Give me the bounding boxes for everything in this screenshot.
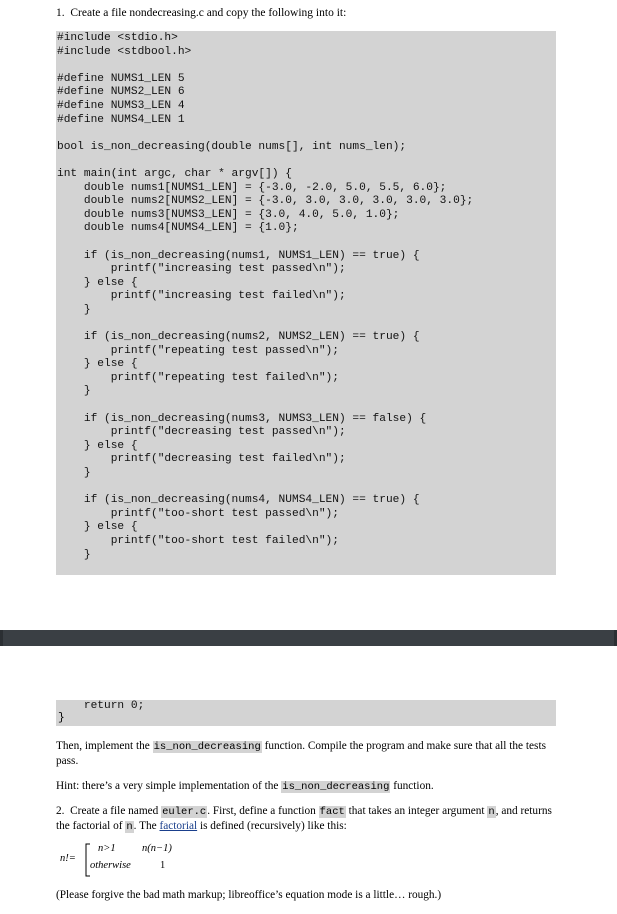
- factorial-equation: [60, 843, 260, 883]
- inline-code-function: is_non_decreasing: [153, 741, 261, 753]
- step-2-instruction: 2. Create a file named euler.c. First, define a function fact that takes an integer argument n, and returns the factorial of n. The factorial is defined (recursively) like this:: [56, 805, 552, 833]
- inline-code-function-name: fact: [319, 806, 345, 818]
- code-listing-part-1: #include <stdio.h> #include <stdbool.h> #define NUMS1_LEN 5 #define NUMS2_LEN 6 #define NUMS3_LEN 4 #define NUMS4_LEN 1 bool is_non_decreasing(double nums[], int nums_len); int main(int argc, char * argv[]) { double nums1[NUMS1_LEN] = {-3.0, -2.0, 5.0, 5.5, 6.0}; double nums2[NUMS2_LEN] = {-3.0, 3.0, 3.0, 3.0, 3.0, 3.0}; double nums3[NUMS3_LEN] = {3.0, 4.0, 5.0, 1.0}; double nums4[NUMS4_LEN] = {1.0}; if (is_non_decreasing(nums1, NUMS1_LEN) == true) { printf("increasing test passed\n"); } else { printf("increasing test failed\n"); } if (is_non_decreasing(nums2, NUMS2_LEN) == true) { printf("repeating test passed\n"); } else { printf("repeating test failed\n"); } if (is_non_decreasing(nums3, NUMS3_LEN) == false) { printf("decreasing test passed\n"); } else { printf("decreasing test failed\n"); } if (is_non_decreasing(nums4, NUMS4_LEN) == true) { printf("too-short test passed\n"); } else { printf("too-short test failed\n"); }: [57, 32, 474, 561]
- step-2-number: 2.: [56, 805, 65, 817]
- inline-code-arg: n: [488, 806, 495, 818]
- case-2-value: 1: [160, 860, 166, 871]
- step-1-number: 1.: [56, 7, 65, 19]
- step-1-text: Create a file nondecreasing.c and copy the following into it:: [70, 7, 347, 19]
- case-2-condition: otherwise: [90, 860, 131, 871]
- factorial-link[interactable]: factorial: [159, 819, 198, 832]
- paragraph-implement: Then, implement the is_non_decreasing function. Compile the program and make sure that all the tests pass.: [56, 740, 546, 767]
- inline-code-function: is_non_decreasing: [282, 781, 390, 793]
- case-1-value: n(n−1): [142, 843, 172, 854]
- page-separator: [0, 630, 617, 646]
- code-closing-brace: }: [58, 712, 65, 724]
- step-1-instruction: [56, 6, 346, 20]
- inline-code-arg: n: [126, 820, 133, 833]
- document-page-2: [0, 646, 617, 914]
- case-1-condition: n>1: [98, 843, 116, 854]
- inline-code-filename: euler.c: [162, 806, 207, 818]
- code-block-continued: [56, 700, 556, 726]
- equation-lhs: n!=: [60, 853, 76, 864]
- paragraph-hint: Hint: there’s a very simple implementation of the is_non_decreasing function.: [56, 780, 434, 793]
- paragraph-markup-note: (Please forgive the bad math markup; libreoffice’s equation mode is a little… rough.): [56, 889, 442, 901]
- code-listing-part-2: return 0;: [57, 700, 145, 712]
- code-block-main: [56, 31, 556, 575]
